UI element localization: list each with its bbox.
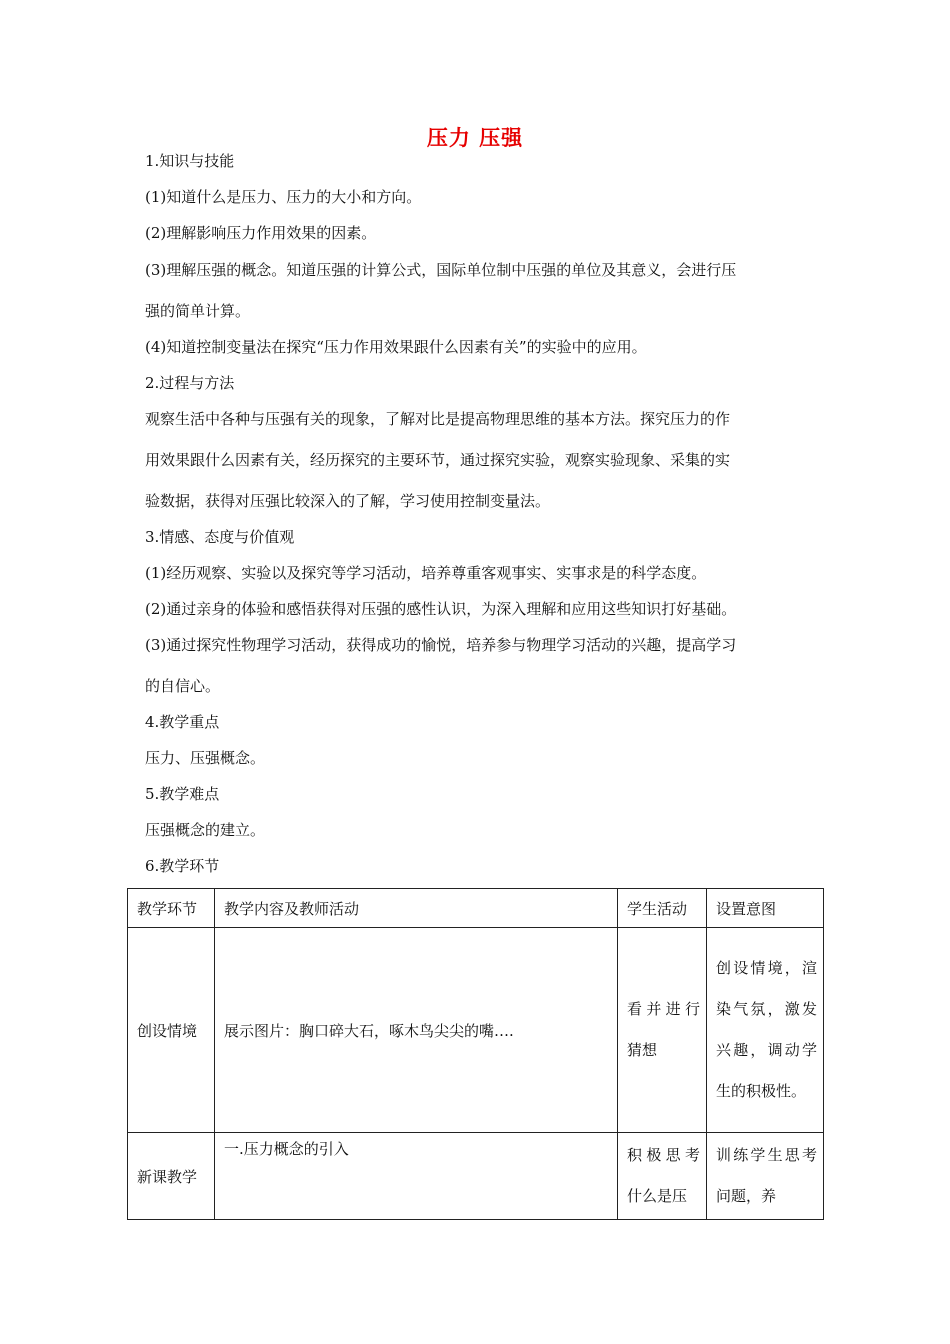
paragraph-line: 压力、压强概念。 bbox=[145, 749, 266, 767]
table-row bbox=[128, 1133, 824, 1220]
table-row bbox=[128, 928, 824, 1133]
table-header-cell: 教学内容及教师活动 bbox=[215, 889, 618, 928]
table-cell: 创设情境，渲染气氛，激发兴趣，调动学生的积极性。 bbox=[707, 928, 824, 1133]
table-cell: 创设情境 bbox=[128, 928, 215, 1133]
table-cell: 新课教学 bbox=[128, 1133, 215, 1220]
paragraph-line: (3)理解压强的概念。知道压强的计算公式，国际单位制中压强的单位及其意义，会进行压 bbox=[145, 261, 737, 279]
section-heading-difficulties: 5.教学难点 bbox=[145, 785, 220, 803]
table-cell: 看并进行猜想 bbox=[618, 928, 707, 1133]
paragraph-line: (1)知道什么是压力、压力的大小和方向。 bbox=[145, 188, 422, 206]
section-heading-process: 2.过程与方法 bbox=[145, 374, 235, 392]
teaching-steps-table bbox=[127, 888, 824, 1220]
paragraph-line: (2)通过亲身的体验和感悟获得对压强的感性认识，为深入理解和应用这些知识打好基础。 bbox=[145, 600, 737, 618]
paragraph-line: 强的简单计算。 bbox=[145, 302, 251, 320]
section-heading-teaching-steps: 6.教学环节 bbox=[145, 857, 220, 875]
paragraph-line: 观察生活中各种与压强有关的现象，了解对比是提高物理思维的基本方法。探究压力的作 bbox=[145, 410, 731, 428]
table-header-cell: 教学环节 bbox=[128, 889, 215, 928]
table-cell: 展示图片：胸口碎大石，啄木鸟尖尖的嘴…. bbox=[215, 928, 618, 1133]
section-heading-knowledge: 1.知识与技能 bbox=[145, 152, 235, 170]
paragraph-line: 用效果跟什么因素有关，经历探究的主要环节，通过探究实验，观察实验现象、采集的实 bbox=[145, 451, 731, 469]
table-cell: 积极思考什么是压 bbox=[618, 1133, 707, 1220]
paragraph-line: (1)经历观察、实验以及探究等学习活动，培养尊重客观事实、实事求是的科学态度。 bbox=[145, 564, 707, 582]
paragraph-line: (4)知道控制变量法在探究“压力作用效果跟什么因素有关”的实验中的应用。 bbox=[145, 338, 647, 356]
paragraph-line: 压强概念的建立。 bbox=[145, 821, 266, 839]
table-header-cell: 学生活动 bbox=[618, 889, 707, 928]
paragraph-line: (3)通过探究性物理学习活动，获得成功的愉悦，培养参与物理学习活动的兴趣，提高学习 bbox=[145, 636, 737, 654]
paragraph-line: 验数据，获得对压强比较深入的了解，学习使用控制变量法。 bbox=[145, 492, 551, 510]
section-heading-attitude: 3.情感、态度与价值观 bbox=[145, 528, 295, 546]
table-cell: 一.压力概念的引入 bbox=[215, 1133, 618, 1220]
table-cell: 训练学生思考问题，养 bbox=[707, 1133, 824, 1220]
table-header-cell: 设置意图 bbox=[707, 889, 824, 928]
paragraph-line: 的自信心。 bbox=[145, 677, 221, 695]
paragraph-line: (2)理解影响压力作用效果的因素。 bbox=[145, 224, 377, 242]
section-heading-key-points: 4.教学重点 bbox=[145, 713, 220, 731]
table-header-row bbox=[128, 889, 824, 928]
document-title: 压力 压强 bbox=[426, 125, 524, 150]
